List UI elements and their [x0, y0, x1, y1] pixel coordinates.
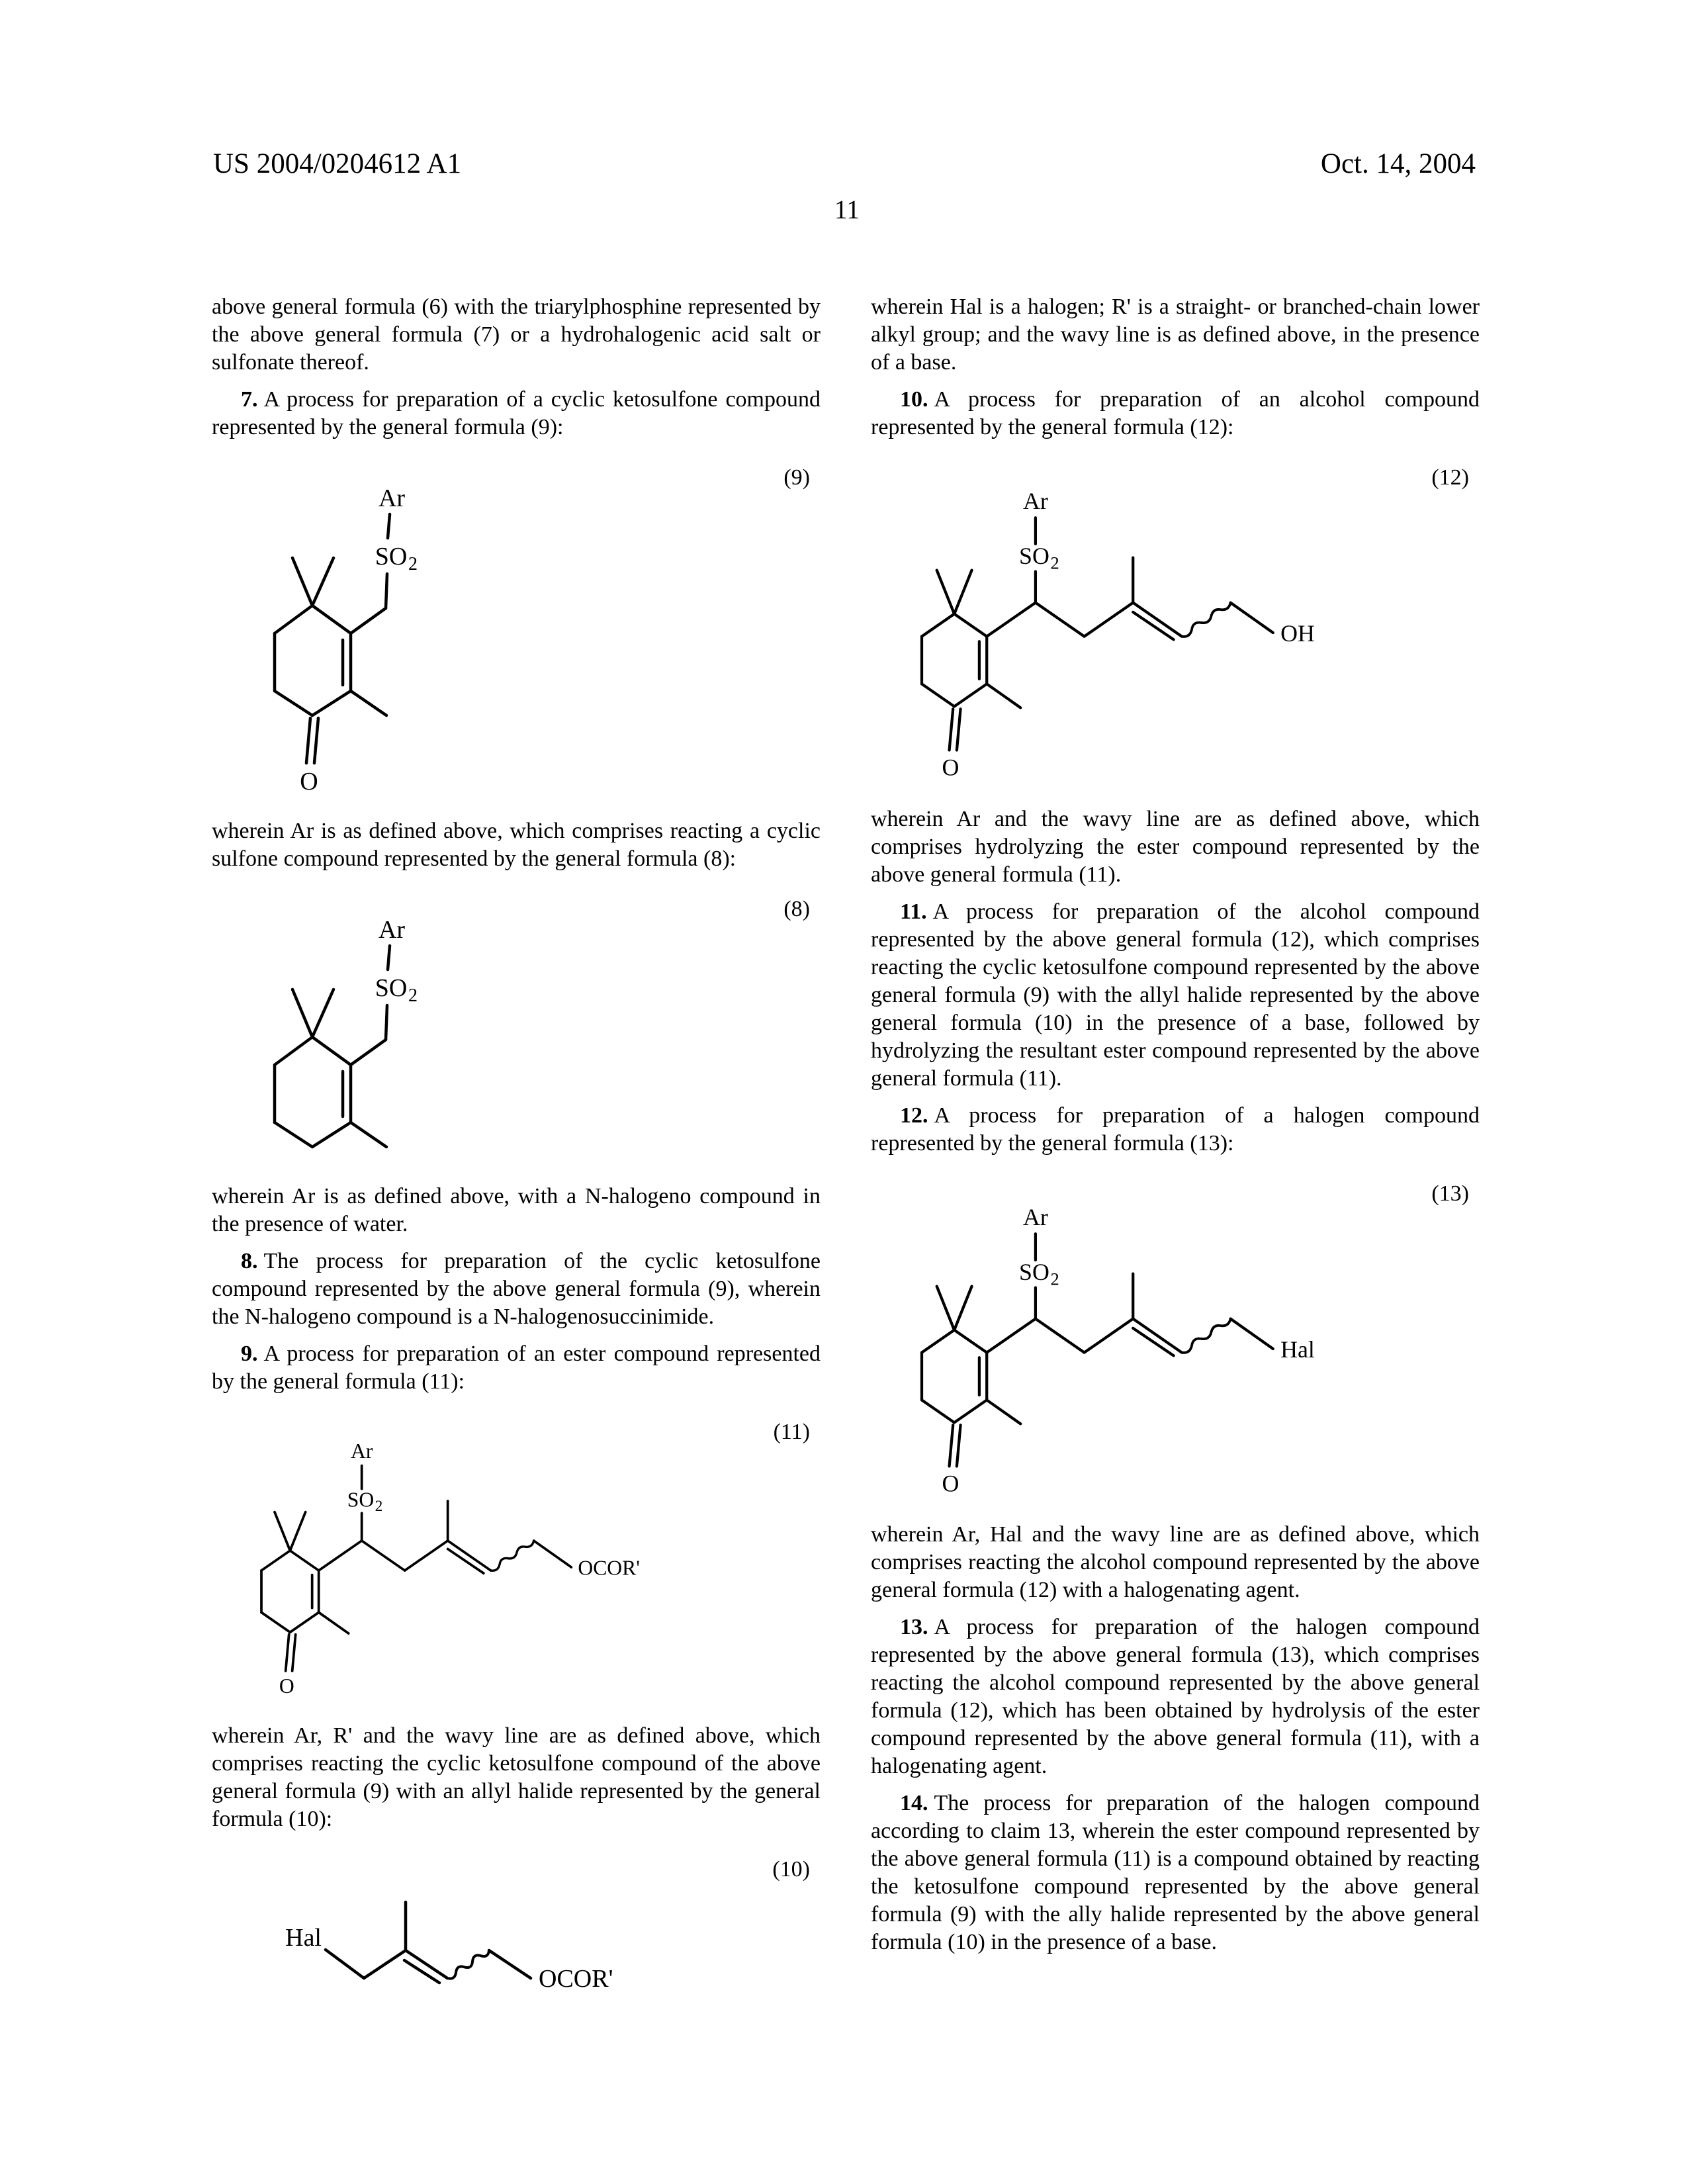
atom-label-ar: Ar: [378, 484, 406, 512]
paragraph: wherein Ar is as defined above, with a N-halogeno compound in the presence of water.: [212, 1184, 821, 1236]
right-column: [871, 293, 1480, 1956]
claim-number: 14.: [900, 1791, 928, 1816]
formula-block-9: [212, 464, 821, 795]
atom-label-so-sub: 2: [1050, 1269, 1059, 1289]
claim-text: A process for preparation of the alcohol compound represented by the above general formula (12), which comprises reacting the cyclic ketosulfone compound represented by the above general formula (9) with the allyl halide represented by the above general formula (10) in the presence of a base, followed by hydrolyzing the resultant ester compound represented by the above general formula (11).: [871, 899, 1480, 1091]
bond-lines: [275, 946, 390, 1147]
terminal-group-label: OCOR': [578, 1556, 640, 1580]
bond-lines: [326, 1902, 531, 1983]
atom-label-so-sub: 2: [408, 985, 418, 1006]
paragraph: wherein Ar is as defined above, which comprises reacting a cyclic sulfone compound represented by the general formula (8):: [212, 819, 821, 871]
header-date: Oct. 14, 2004: [1320, 148, 1476, 179]
bond-lines: [275, 514, 390, 763]
claim-text: The process for preparation of the halogen compound according to claim 13, wherein the ester compound represented by the above general formula (11) is a compound obtained by reacting the ketosulfone compound represented by the above general formula (9) with the ally halide represented by the above general formula (10) in the presence of a base.: [871, 1791, 1480, 1955]
claim-paragraph-8: [212, 1248, 821, 1331]
terminal-group-label: Hal: [1280, 1336, 1315, 1363]
formula-block-11: [212, 1418, 821, 1700]
paragraph: wherein Ar, R' and the wavy line are as defined above, which comprises reacting the cyclic ketosulfone compound of the above general formula (9) with an allyl halide represented by the general formula (10):: [212, 1723, 821, 1831]
bond-lines: [261, 1466, 571, 1671]
formula-block-8: [212, 895, 821, 1160]
paragraph: wherein Hal is a halogen; R' is a straight- or branched-chain lower alkyl group; and the wavy line is as defined above, in the presence of a base.: [871, 295, 1480, 375]
formula-label: (13): [1431, 1181, 1469, 1206]
atom-label-so: SO: [1019, 1258, 1049, 1285]
atom-label-so: SO: [1019, 543, 1049, 570]
claim-paragraph-11: [871, 898, 1480, 1093]
claim-number: 11.: [900, 899, 927, 924]
formula-block-12: [871, 464, 1480, 783]
page-number: 11: [834, 195, 860, 224]
atom-label-so: SO: [347, 1488, 375, 1512]
formula-label: (12): [1431, 465, 1469, 490]
left-column: [212, 293, 821, 2044]
atom-label-so-sub: 2: [1050, 553, 1059, 573]
terminal-group-label: OCOR': [539, 1965, 613, 1993]
formula-label: (8): [783, 897, 810, 921]
formula-label: (9): [783, 465, 810, 490]
header-patent-number: US 2004/0204612 A1: [213, 148, 462, 179]
formula-8-structure: [268, 895, 427, 1160]
claim-text: The process for preparation of the cyclic ketosulfone compound represented by the above general formula (9), wherein the N-halogeno compound is a N-halogenosuccinimide.: [212, 1249, 821, 1329]
formula-block-13: [871, 1180, 1480, 1499]
claim-text: A process for preparation of a cyclic ketosulfone compound represented by the general formula (9):: [212, 387, 821, 439]
claim-number: 8.: [241, 1249, 258, 1273]
claim-text: A process for preparation of a halogen compound represented by the general formula (13):: [871, 1103, 1480, 1156]
claim-number: 10.: [900, 387, 928, 412]
claim-paragraph-13: [871, 1614, 1480, 1780]
claim-text: A process for preparation of an ester compound represented by the general formula (11):: [212, 1342, 821, 1394]
formula-13-structure: [911, 1180, 1360, 1499]
wavy-bond: [447, 1950, 489, 1979]
claim-paragraph-10: [871, 386, 1480, 441]
atom-label-o: O: [942, 754, 959, 781]
formula-9-structure: [268, 464, 427, 795]
claim-paragraph-9: [212, 1340, 821, 1396]
atom-label-so-sub: 2: [375, 1498, 383, 1515]
claim-number: 12.: [900, 1103, 928, 1128]
formula-block-10: [212, 1856, 821, 2021]
bond-lines: [922, 1234, 1273, 1466]
claim-number: 13.: [900, 1615, 928, 1640]
formula-11-structure: [251, 1418, 648, 1700]
atom-label-so: SO: [375, 543, 408, 570]
formula-12-structure: [911, 464, 1360, 783]
atom-label-hal: Hal: [285, 1924, 322, 1952]
claim-number: 9.: [241, 1342, 258, 1366]
atom-label-o: O: [300, 768, 318, 795]
atom-label-ar: Ar: [1022, 487, 1048, 514]
atom-label-o: O: [279, 1674, 294, 1698]
wavy-bond: [491, 1541, 534, 1570]
claim-paragraph-12: [871, 1102, 1480, 1158]
claim-number: 7.: [241, 387, 258, 412]
claim-paragraph-7: [212, 386, 821, 441]
paragraph: wherein Ar and the wavy line are as defined above, which comprises hydrolyzing the ester compound represented by the above general formula (11).: [871, 806, 1480, 887]
formula-10-structure: [251, 1856, 622, 2021]
atom-label-ar: Ar: [378, 916, 406, 944]
terminal-group-label: OH: [1280, 620, 1315, 647]
wavy-bond: [1182, 1318, 1231, 1352]
paragraph: wherein Ar, Hal and the wavy line are as defined above, which comprises reacting the alcohol compound represented by the above general formula (12) with a halogenating agent.: [871, 1522, 1480, 1603]
formula-label: (10): [772, 1857, 810, 1882]
formula-label: (11): [773, 1420, 810, 1444]
atom-label-so: SO: [375, 974, 408, 1002]
atom-label-ar: Ar: [350, 1439, 373, 1463]
wavy-bond: [1182, 603, 1231, 637]
claim-text: A process for preparation of the halogen compound represented by the above general formula (13), which comprises reacting the alcohol compound represented by the above general formula (12), which has been obtained by hydrolysis of the ester compound represented by the above general formula (11), with a halogenating agent.: [871, 1615, 1480, 1779]
claim-text: A process for preparation of an alcohol compound represented by the general formula (12):: [871, 387, 1480, 439]
bond-lines: [922, 518, 1273, 750]
atom-label-ar: Ar: [1022, 1203, 1048, 1230]
atom-label-o: O: [942, 1469, 959, 1496]
paragraph: above general formula (6) with the triarylphosphine represented by the above general formula (7) or a hydrohalogenic acid salt or sulfonate thereof.: [212, 295, 821, 375]
claim-paragraph-14: [871, 1790, 1480, 1956]
atom-label-so-sub: 2: [408, 554, 418, 574]
